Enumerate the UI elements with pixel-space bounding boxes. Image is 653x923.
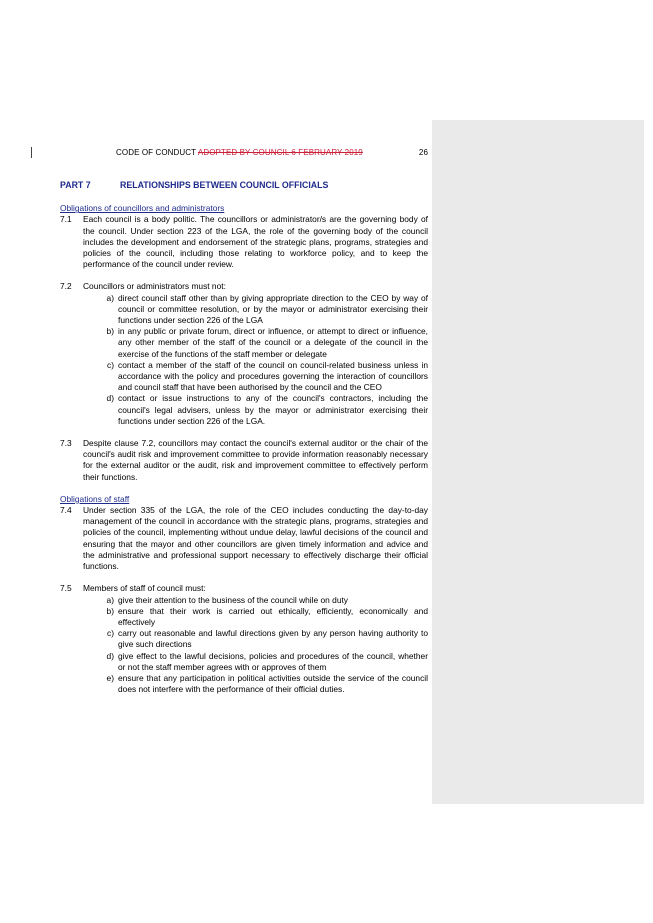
list-item xyxy=(99,360,428,394)
clause-number: 7.5 xyxy=(60,583,72,594)
list-item xyxy=(99,393,428,427)
item-label: c) xyxy=(107,628,114,639)
section-heading-councillors: Obligations of councillors and administrators xyxy=(60,203,225,214)
clause-7-4 xyxy=(60,505,428,572)
clause-number: 7.4 xyxy=(60,505,72,516)
item-label: a) xyxy=(106,292,114,303)
item-text: contact or issue instructions to any of the council's contractors, including the council's legal advisers, unless by the mayor or administrator exercising their functions under section 226 of the LGA. xyxy=(118,393,428,426)
item-label: a) xyxy=(106,594,114,605)
clause-7-5-items xyxy=(99,595,428,696)
item-label: d) xyxy=(106,393,114,404)
clause-text: Each council is a body politic. The councillors or administrator/s are the governing body of the council. Under section 223 of the LGA, the role of the governing body of the council includes the development and endorsement of the strategic plans, programs, strategies and policies of the council, including those relating to workforce policy, and to keep the performance of the council under review. xyxy=(83,214,428,270)
list-item xyxy=(99,628,428,650)
item-text: give effect to the lawful decisions, policies and procedures of the council, whether or not the staff member agrees with or approves of them xyxy=(118,650,428,672)
item-text: contact a member of the staff of the council on council-related business unless in accordance with the policy and procedures governing the interaction of councillors and council staff that have been authorised by the council and the CEO xyxy=(118,359,428,393)
clause-number: 7.3 xyxy=(60,438,72,449)
item-label: d) xyxy=(106,650,114,661)
list-item xyxy=(99,326,428,360)
document-body xyxy=(60,180,428,695)
clause-text: Under section 335 of the LGA, the role of the CEO includes conducting the day-to-day management of the council in accordance with the strategic plans, programs, strategies and policies of the council, implementing without undue delay, lawful decisions of the council and ensuring that the mayor and other councillors are given timely information and advice and the administrative and professional support necessary to effectively discharge their official functions. xyxy=(83,505,428,572)
item-label: e) xyxy=(106,672,114,683)
item-text: carry out reasonable and lawful directions given by any person having authority to give such directions xyxy=(118,628,428,650)
header-deleted-text: ADOPTED BY COUNCIL 6 FEBRUARY 2019 xyxy=(197,148,363,157)
change-bar xyxy=(31,147,32,158)
list-item xyxy=(99,595,428,606)
item-label: c) xyxy=(107,359,114,370)
clause-7-2 xyxy=(60,281,428,292)
clause-number: 7.2 xyxy=(60,281,72,292)
clause-text: Councillors or administrators must not: xyxy=(83,281,226,292)
comment-pane xyxy=(432,120,644,804)
list-item xyxy=(99,606,428,628)
clause-7-2-items xyxy=(99,293,428,427)
item-label: b) xyxy=(106,326,114,337)
part-heading xyxy=(60,180,428,191)
part-title: RELATIONSHIPS BETWEEN COUNCIL OFFICIALS xyxy=(120,180,329,190)
clause-7-5 xyxy=(60,583,428,594)
item-text: direct council staff other than by giving appropriate direction to the CEO by way of council or committee resolution, or by the mayor or administrator exercising their functions under section 226 of the LGA xyxy=(118,292,428,326)
page-number: 26 xyxy=(418,148,428,157)
section-heading-staff: Obligations of staff xyxy=(60,493,130,504)
clause-number: 7.1 xyxy=(60,214,72,225)
clause-text: Despite clause 7.2, councillors may contact the council's external auditor or the chair of the council's audit risk and improvement committee to provide information reasonably necessary for the external auditor or the audit, risk and improvement committee to effectively perform their functions. xyxy=(83,438,428,482)
item-text: give their attention to the business of the council while on duty xyxy=(118,594,348,605)
list-item xyxy=(99,673,428,695)
clause-7-3 xyxy=(60,438,428,483)
item-text: ensure that their work is carried out ethically, efficiently, economically and effectively xyxy=(118,605,428,627)
clause-7-1 xyxy=(60,214,428,270)
clause-text: Members of staff of council must: xyxy=(83,583,206,594)
header-title: CODE OF CONDUCT xyxy=(116,148,197,157)
item-text: ensure that any participation in political activities outside the service of the council does not interfere with the performance of their official duties. xyxy=(118,672,428,695)
list-item xyxy=(99,293,428,327)
item-label: b) xyxy=(106,605,114,616)
item-text: in any public or private forum, direct or influence, or attempt to direct or influence, any other member of the staff of the council or a delegate of the council in the exercise of the functions of the staff member or delegate xyxy=(118,326,428,359)
list-item xyxy=(99,651,428,673)
part-number: PART 7 xyxy=(60,180,91,190)
header-title-group xyxy=(116,148,363,157)
